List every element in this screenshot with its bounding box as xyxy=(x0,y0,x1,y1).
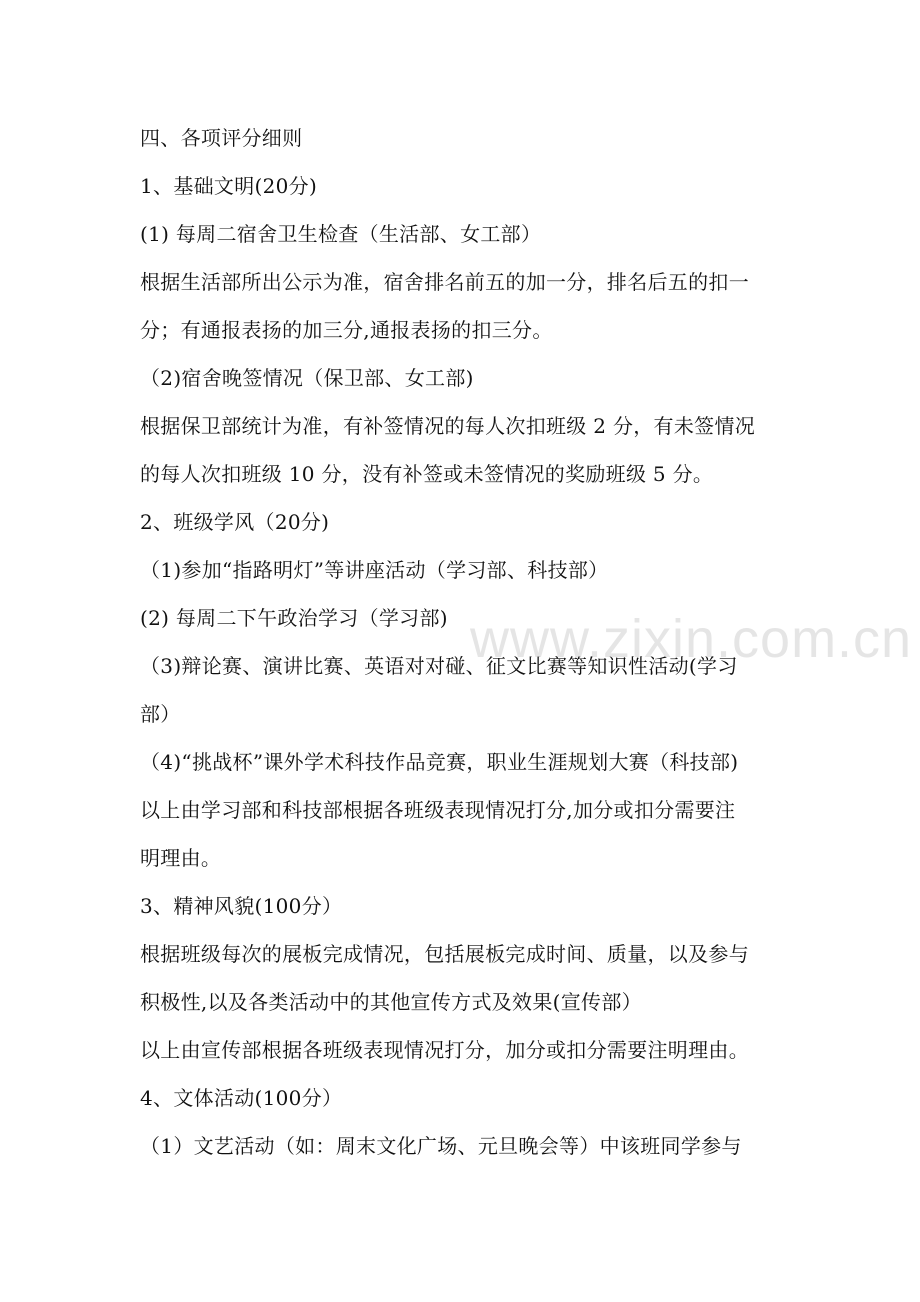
paragraph-line: 明理由。 xyxy=(140,846,222,870)
paragraph-line: 的每人次扣班级 10 分，没有补签或未签情况的奖励班级 5 分。 xyxy=(140,462,714,486)
section-heading: 四、各项评分细则 xyxy=(140,126,303,150)
item-heading: (1) 每周二宿舍卫生检查（生活部、女工部） xyxy=(140,222,542,246)
item-heading: （4)“挑战杯”课外学术科技作品竞赛，职业生涯规划大赛（科技部) xyxy=(140,750,739,774)
paragraph-line: 根据生活部所出公示为准，宿舍排名前五的加一分，排名后五的扣一 xyxy=(140,270,749,294)
paragraph-line: 部） xyxy=(140,702,181,726)
paragraph-line: 以上由学习部和科技部根据各班级表现情况打分,加分或扣分需要注 xyxy=(140,798,736,822)
item-heading: （2)宿舍晚签情况（保卫部、女工部) xyxy=(140,366,474,390)
subsection-heading: 2、班级学风（20分) xyxy=(140,510,330,534)
item-heading: （3)辩论赛、演讲比赛、英语对对碰、征文比赛等知识性活动(学习 xyxy=(140,654,738,678)
paragraph-line: 根据保卫部统计为准，有补签情况的每人次扣班级 2 分，有未签情况 xyxy=(140,414,756,438)
subsection-heading: 1、基础文明(20分) xyxy=(140,174,318,198)
item-heading: （1)参加“指路明灯”等讲座活动（学习部、科技部） xyxy=(140,558,609,582)
paragraph-line: 分；有通报表扬的加三分,通报表扬的扣三分。 xyxy=(140,318,553,342)
paragraph-line: 积极性,以及各类活动中的其他宣传方式及效果(宣传部） xyxy=(140,990,642,1014)
watermark-text: www.zixin.com.cn xyxy=(470,609,913,669)
paragraph-line: 以上由宣传部根据各班级表现情况打分，加分或扣分需要注明理由。 xyxy=(140,1038,749,1062)
item-heading: (2) 每周二下午政治学习（学习部) xyxy=(140,606,448,630)
paragraph-line: 根据班级每次的展板完成情况，包括展板完成时间、质量，以及参与 xyxy=(140,942,749,966)
item-heading: （1）文艺活动（如：周末文化广场、元旦晚会等）中该班同学参与 xyxy=(140,1134,742,1158)
subsection-heading: 3、精神风貌(100分） xyxy=(140,894,343,918)
subsection-heading: 4、文体活动(100分） xyxy=(140,1086,343,1110)
